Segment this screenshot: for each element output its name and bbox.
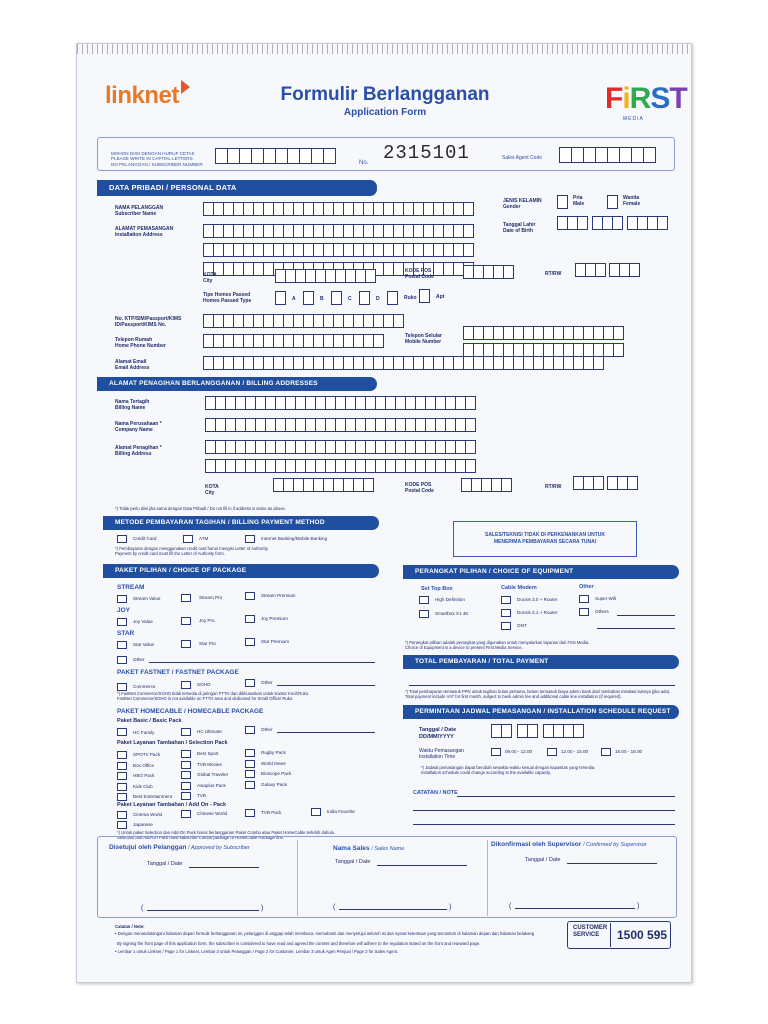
hc-ultimate-checkbox[interactable]	[181, 728, 191, 736]
customer-service-separator	[610, 923, 611, 947]
selection-pack-label: Galaxy Pack	[261, 781, 287, 787]
add-on-pack-title: Paket Layanan Tambahan / Add On - Pack	[117, 802, 227, 808]
application-form-sheet	[76, 43, 692, 983]
installation-time-label: Waktu Pemasangan Installation Time	[419, 748, 464, 760]
selection-pack-label: World News	[261, 760, 286, 766]
dob-boxes[interactable]	[557, 216, 667, 230]
selection-pack-checkbox[interactable]	[181, 761, 191, 769]
basic-other-checkbox[interactable]	[245, 726, 255, 734]
slot-1-checkbox[interactable]	[491, 748, 501, 756]
email-boxes[interactable]	[203, 356, 603, 370]
selection-pack-label: Asiaplus Pack	[197, 782, 226, 788]
home-phone-boxes[interactable]	[203, 334, 383, 348]
capital-letters-note: MOHON DIISI DENGAN HURUF CETAK PLEASE WRITE IN CAPITAL LETTERS	[111, 151, 195, 162]
others-label: Others	[595, 609, 609, 614]
atm-label: ATM	[199, 536, 209, 541]
total-payment-line[interactable]	[409, 685, 675, 686]
form-no-label: No.	[359, 160, 369, 166]
others-line-2[interactable]	[597, 628, 675, 629]
billing-header: ALAMAT PENAGIHAN BERLANGGANAN / BILLING ADDRESSES	[97, 377, 377, 391]
star-pro-checkbox[interactable]	[181, 640, 191, 648]
star-pro-label: Star Pro	[199, 641, 216, 646]
basic-other-label: Other	[261, 727, 273, 732]
slot-2-checkbox[interactable]	[547, 748, 557, 756]
firstmedia-logo: FiRST	[605, 82, 687, 115]
sales-agent-code-boxes[interactable]	[559, 147, 655, 163]
credit-card-checkbox[interactable]	[117, 535, 127, 543]
supervisor-date-label: Tanggal / Date	[525, 857, 561, 863]
footer-note-line-1: • Dengan menandatangani halaman depan formulir berlangganan ini, pelanggan di anggap telah membaca, memahami dan menyetujui seluruh isi dan syarat ketentuan yang tercantum di halaman depan dan halaman belakang	[115, 931, 535, 936]
fastnet-commerce-label: Commerce	[133, 684, 156, 689]
gender-male-label: Pria Male	[573, 195, 585, 207]
billing-footnote: *) Tidak perlu diisi jika sama dengan Data Pribadi / Do not fill in if address is same as above.	[115, 506, 286, 511]
mobile-boxes-2[interactable]	[463, 343, 623, 357]
company-name-label: Nama Perusahaan * Company Name	[115, 421, 162, 433]
cinema-world-label: Cinema World	[133, 812, 163, 817]
hc-ultimate-label: HC Ultimate	[197, 729, 222, 734]
sales-date-label: Tanggal / Date	[335, 859, 371, 865]
billing-postal-label: KODE POS Postal Code	[405, 482, 434, 494]
hp-ruko-label: Ruko	[404, 295, 417, 301]
star-value-label: Star Value	[133, 642, 155, 647]
homecable-title: PAKET HOMECABLE / HOMECABLE PACKAGE	[117, 708, 264, 715]
id-number-boxes[interactable]	[203, 314, 403, 328]
docsis31-checkbox[interactable]	[501, 609, 511, 617]
star-premium-label: Star Premium	[261, 639, 290, 644]
equipment-note: *) Perangkat pilihan adalah perangkat yang digunakan untuk menyalurkan layanan dari First Media. Choice of Equipment is a device to present First Media Service.	[405, 640, 590, 650]
customer-service-number: 1500 595	[617, 928, 668, 942]
selection-pack-checkbox[interactable]	[245, 760, 255, 768]
billing-address-label: Alamat Penagihan * Billing Address	[115, 445, 162, 457]
form-title: Formulir Berlangganan	[280, 84, 490, 105]
selection-pack-checkbox[interactable]	[181, 792, 191, 800]
selection-pack-label: TVB	[197, 793, 206, 798]
selection-pack-label: Kids Club	[133, 783, 153, 789]
billing-city-label: KOTA City	[205, 484, 219, 496]
india-favorite-checkbox[interactable]	[311, 808, 321, 816]
hp-apt-box[interactable]	[419, 289, 429, 303]
postal-code-boxes[interactable]	[463, 265, 513, 279]
ont-label: ONT	[517, 623, 527, 628]
package-header: PAKET PILIHAN / CHOICE OF PACKAGE	[103, 564, 379, 578]
japanese-label: Japanese	[133, 822, 153, 827]
hp-d-label: D	[376, 296, 380, 302]
mobile-boxes-1[interactable]	[463, 326, 623, 340]
selection-pack-label: Box Office	[133, 762, 155, 768]
gender-label: JENIS KELAMIN Gender	[503, 198, 542, 210]
stream-value-label: Stream Value	[133, 596, 161, 601]
city-boxes[interactable]	[275, 269, 375, 283]
others-checkbox[interactable]	[579, 608, 589, 616]
firstmedia-logo-sub: MEDIA	[623, 116, 644, 122]
fastnet-other-line[interactable]	[277, 685, 375, 686]
payment-header: METODE PEMBAYARAN TAGIHAN / BILLING PAYMENT METHOD	[103, 516, 379, 530]
internet-banking-checkbox[interactable]	[245, 535, 255, 543]
selection-pack-label: HBO Pack	[133, 773, 155, 778]
footer-note-line-2: By signing the front page of this application form, the subscriber is considered to have read and agreed the content and therefore will adhere to the regulation stated on the front and rearward page.	[117, 941, 481, 946]
selection-pack-checkbox[interactable]	[117, 793, 127, 801]
smartbox-label: Smartbox X1 4K	[435, 611, 469, 616]
slot-1-label: 09.00 - 12.00	[505, 749, 533, 754]
footer-note-line-3: • Lembar 1 untuk Linknet / Page 1 for Linknet, Lembar 2 untuk Pelanggan / Page 2 for Customer, Lembar 3 untuk Agen Penjual / Page 3 for Sales Agent.	[115, 949, 399, 954]
sales-name-title: Nama Sales / Sales Name	[333, 845, 405, 852]
super-wifi-label: Super Wifi	[595, 596, 617, 601]
subscriber-name-row-1[interactable]	[203, 202, 473, 216]
selection-pack-checkbox[interactable]	[181, 750, 191, 758]
star-premium-checkbox[interactable]	[245, 638, 255, 646]
subscriber-number-label: NO PELANGGAN / SUBSCRIBER NUMBER	[111, 162, 203, 167]
selection-pack-checkbox[interactable]	[117, 783, 127, 791]
sales-agent-code-label: Sales Agent Code	[502, 155, 543, 161]
subscriber-signature-title: Disetujui oleh Pelanggan / Approved by Subscriber	[109, 844, 250, 851]
selection-pack-label: Global Traveler	[197, 772, 229, 777]
dob-label: Tanggal Lahir Date of Birth	[503, 222, 536, 234]
linknet-logo: linknet	[105, 82, 179, 109]
subscriber-paren-close: )	[261, 905, 264, 912]
selection-pack-label: Best Entertainment	[133, 794, 173, 799]
fastnet-commerce-checkbox[interactable]	[117, 683, 127, 691]
payment-footnote: *) Pembayaran dengan menggunakan credit card harus mengisi Letter of Authority. Payment by credit card must fill the Letter of Authority form.	[115, 546, 269, 556]
stream-premium-checkbox[interactable]	[245, 592, 255, 600]
selection-pack-label: Bioscope Pack	[261, 771, 292, 776]
postal-code-label: KODE POS Postal Code	[405, 268, 434, 280]
package-other-label: Other	[133, 657, 145, 662]
selection-pack-checkbox[interactable]	[245, 749, 255, 757]
slot-3-checkbox[interactable]	[601, 748, 611, 756]
installation-address-row-1[interactable]	[203, 224, 473, 238]
hp-a-label: A	[292, 296, 296, 302]
credit-card-label: Credit Card	[133, 536, 157, 541]
package-other-checkbox[interactable]	[117, 656, 127, 664]
sales-paren-close: )	[449, 904, 452, 911]
fastnet-soho-label: SOHO	[197, 682, 211, 687]
cash-payment-notice: SALES/TEKNISI TIDAK DI PERKENANKAN UNTUK MENERIMA PEMBAYARAN SECARA TUNAI	[453, 521, 637, 557]
binder-ring-strip	[77, 44, 691, 54]
selection-pack-checkbox[interactable]	[245, 770, 255, 778]
hp-b-box[interactable]	[303, 291, 313, 305]
personal-data-header: DATA PRIBADI / PERSONAL DATA	[97, 180, 377, 196]
selection-pack-checkbox[interactable]	[117, 772, 127, 780]
joy-title: JOY	[117, 607, 131, 614]
hp-a-box[interactable]	[275, 291, 285, 305]
joy-premium-checkbox[interactable]	[245, 615, 255, 623]
selection-pack-checkbox[interactable]	[117, 751, 127, 759]
supervisor-signature-title: Dikonfirmasi oleh Supervisor / Confirmed by Supervisor	[491, 841, 647, 848]
stream-value-checkbox[interactable]	[117, 595, 127, 603]
city-label: KOTA City	[203, 272, 217, 284]
customer-service-label: CUSTOMER SERVICE	[573, 925, 608, 938]
stream-pro-checkbox[interactable]	[181, 594, 191, 602]
signature-separator-1	[297, 840, 298, 916]
joy-pro-checkbox[interactable]	[181, 617, 191, 625]
notes-line-2[interactable]	[413, 810, 675, 811]
stb-title: Set Top Box	[421, 586, 453, 592]
package-other-line[interactable]	[149, 662, 375, 663]
india-favorite-label: India Favorite	[327, 809, 355, 814]
subscriber-name-label: NAMA PELANGGAN Subscriber Name	[115, 205, 164, 217]
billing-name-boxes[interactable]	[205, 396, 475, 410]
fastnet-title: PAKET FASTNET / FASTNET PACKAGE	[117, 669, 239, 676]
others-line-1[interactable]	[617, 615, 675, 616]
notes-title: CATATAN / NOTE	[413, 790, 458, 796]
modem-title: Cable Modem	[501, 585, 537, 591]
sales-date-line[interactable]	[377, 865, 467, 866]
joy-value-checkbox[interactable]	[117, 618, 127, 626]
atm-checkbox[interactable]	[183, 535, 193, 543]
signature-separator-2	[487, 840, 488, 916]
notes-line-1[interactable]	[457, 796, 675, 797]
subscriber-signature-line[interactable]	[147, 910, 259, 911]
id-label: No. KTP/SIM/Passport/KIMS ID/Passport/KIMS No.	[115, 316, 182, 328]
hc-family-checkbox[interactable]	[117, 728, 127, 736]
joy-pro-label: Joy Pro	[199, 618, 215, 623]
billing-address-row-1[interactable]	[205, 440, 475, 454]
gender-male-box[interactable]	[557, 195, 567, 209]
stream-premium-label: Stream Premium	[261, 593, 296, 598]
billing-rtrw-boxes[interactable]	[573, 476, 637, 490]
mobile-label: Telepon Selular Mobile Number	[405, 333, 442, 345]
supervisor-date-line[interactable]	[567, 863, 657, 864]
hp-d-box[interactable]	[359, 291, 369, 305]
supervisor-signature-line[interactable]	[515, 908, 635, 909]
subscriber-number-boxes[interactable]	[215, 148, 335, 164]
fastnet-soho-checkbox[interactable]	[181, 681, 191, 689]
subscriber-date-label: Tanggal / Date	[147, 861, 183, 867]
selection-pack-label: Rugby Pack	[261, 750, 286, 755]
docsis30-label: Docsis 3.0 + Router	[517, 597, 558, 602]
stream-pro-label: Stream Pro	[199, 595, 223, 600]
selection-pack-checkbox[interactable]	[117, 762, 127, 770]
tvb-pack-checkbox[interactable]	[245, 809, 255, 817]
subscriber-paren-open: (	[141, 905, 144, 912]
hc-family-label: HC Family	[133, 730, 155, 735]
smartbox-checkbox[interactable]	[419, 610, 429, 618]
docsis30-checkbox[interactable]	[501, 596, 511, 604]
billing-city-boxes[interactable]	[273, 478, 373, 492]
schedule-header: PERMINTAAN JADWAL PEMASANGAN / INSTALLATION SCHEDULE REQUEST	[403, 705, 679, 719]
email-label: Alamat Email Email Address	[115, 359, 150, 371]
total-note: *) Total pembayaran termasuk PPN untuk tagihan bulan pertama, belum termasuk biaya admin bank dan/ tambahan instalasi lainnya (jika ada). Total payment include VAT for first month, subject to bank admin fee and additional cable line installation (if required).	[405, 689, 671, 699]
notes-line-3[interactable]	[413, 824, 675, 825]
installation-address-row-2[interactable]	[203, 243, 473, 257]
basic-other-line[interactable]	[277, 732, 375, 733]
form-number: 2315101	[383, 142, 470, 164]
tvb-pack-label: TVB Pack	[261, 810, 282, 815]
star-value-checkbox[interactable]	[117, 641, 127, 649]
fastnet-other-checkbox[interactable]	[245, 679, 255, 687]
schedule-date-label: Tanggal / Date DD/MM/YYYY	[419, 727, 457, 740]
billing-rtrw-label: RT/RW	[545, 484, 562, 490]
sales-paren-open: (	[333, 904, 336, 911]
hp-b-label: B	[320, 296, 324, 302]
schedule-date-boxes[interactable]	[491, 724, 583, 738]
slot-3-label: 15.00 - 18.00	[615, 749, 643, 754]
selection-pack-label: Best Sport	[197, 751, 219, 756]
docsis31-label: Docsis 3.1 + Router	[517, 610, 558, 615]
selection-pack-title: Paket Layanan Tambahan / Selection Pack	[117, 740, 228, 746]
selection-pack-checkbox[interactable]	[181, 771, 191, 779]
equipment-other-title: Other	[579, 584, 594, 590]
selection-pack-label: TVB Movies	[197, 761, 222, 767]
equipment-header: PERANGKAT PILIHAN / CHOICE OF EQUIPMENT	[403, 565, 679, 579]
stream-title: STREAM	[117, 584, 145, 591]
gender-female-box[interactable]	[607, 195, 617, 209]
subscriber-date-line[interactable]	[189, 867, 259, 868]
hd-stb-checkbox[interactable]	[419, 596, 429, 604]
home-phone-label: Telepon Rumah Home Phone Number	[115, 337, 166, 349]
rtrw-boxes[interactable]	[575, 263, 639, 277]
billing-postal-boxes[interactable]	[461, 478, 511, 492]
chinese-world-label: Chinese World	[197, 811, 228, 816]
selection-pack-checkbox[interactable]	[245, 781, 255, 789]
form-subtitle: Application Form	[343, 107, 427, 118]
gender-female-label: Wanita Female	[623, 195, 641, 207]
selection-pack-checkbox[interactable]	[181, 782, 191, 790]
hp-c-box[interactable]	[331, 291, 341, 305]
basic-pack-title: Paket Basic / Basic Pack	[117, 718, 182, 724]
cinema-world-checkbox[interactable]	[117, 811, 127, 819]
slot-2-label: 12.00 - 15.00	[561, 749, 589, 754]
add-on-note: *) Untuk paket Selection dan Add-On Pack harus berlangganan Paket Combo atau Paket HomeCable terlebih dahulu. Selection and Add-On Pack must subscribe Combo package or HomeCable Package first.	[117, 830, 336, 840]
star-title: STAR	[117, 630, 135, 637]
joy-premium-label: Joy Premium	[261, 616, 288, 621]
hp-c-label: C	[348, 296, 352, 302]
super-wifi-checkbox[interactable]	[579, 595, 589, 603]
billing-name-label: Nama Tertagih Billing Name	[115, 399, 150, 411]
footer-note-title: Catatan / Note:	[115, 924, 145, 929]
selection-pack-label: SPOTV Pack	[133, 752, 161, 757]
supervisor-paren-open: (	[509, 903, 512, 910]
schedule-note: *) Jadwal pemasangan dapat berubah sewaktu-waktu sesuai dengan kapasitas yang tersedia. Installation schedule could change according to the available capacity.	[421, 765, 596, 775]
hd-stb-label: High Definition	[435, 597, 465, 602]
hp-ruko-box[interactable]	[387, 291, 397, 305]
fastnet-other-label: Other	[261, 680, 273, 685]
chinese-world-checkbox[interactable]	[181, 810, 191, 818]
internet-banking-label: Internet Banking/Mobile Banking	[261, 536, 328, 541]
joy-value-label: Joy Value	[133, 619, 153, 624]
ont-checkbox[interactable]	[501, 622, 511, 630]
billing-address-row-2[interactable]	[205, 459, 475, 473]
rtrw-label: RT/RW	[545, 271, 562, 277]
hp-apt-label: Apt	[436, 294, 445, 300]
supervisor-paren-close: )	[637, 903, 640, 910]
fastnet-note: *) FastNet Commerce/SOHO tidak tersedia di jaringan FTTH dan dikhususkan untuk Kantor Kecil/Ruko. FastNet Commerce/SOHO is not available on FTTH area and dedicated for Small Office/ Ruko.	[117, 691, 310, 701]
sales-signature-line[interactable]	[339, 909, 447, 910]
japanese-checkbox[interactable]	[117, 821, 127, 829]
homes-passed-label: Tipe Homes Passed Homes Passed Type	[203, 292, 252, 304]
company-name-boxes[interactable]	[205, 418, 475, 432]
installation-address-label: ALAMAT PEMASANGAN Installation Address	[115, 226, 174, 238]
total-header: TOTAL PEMBAYARAN / TOTAL PAYMENT	[403, 655, 679, 669]
